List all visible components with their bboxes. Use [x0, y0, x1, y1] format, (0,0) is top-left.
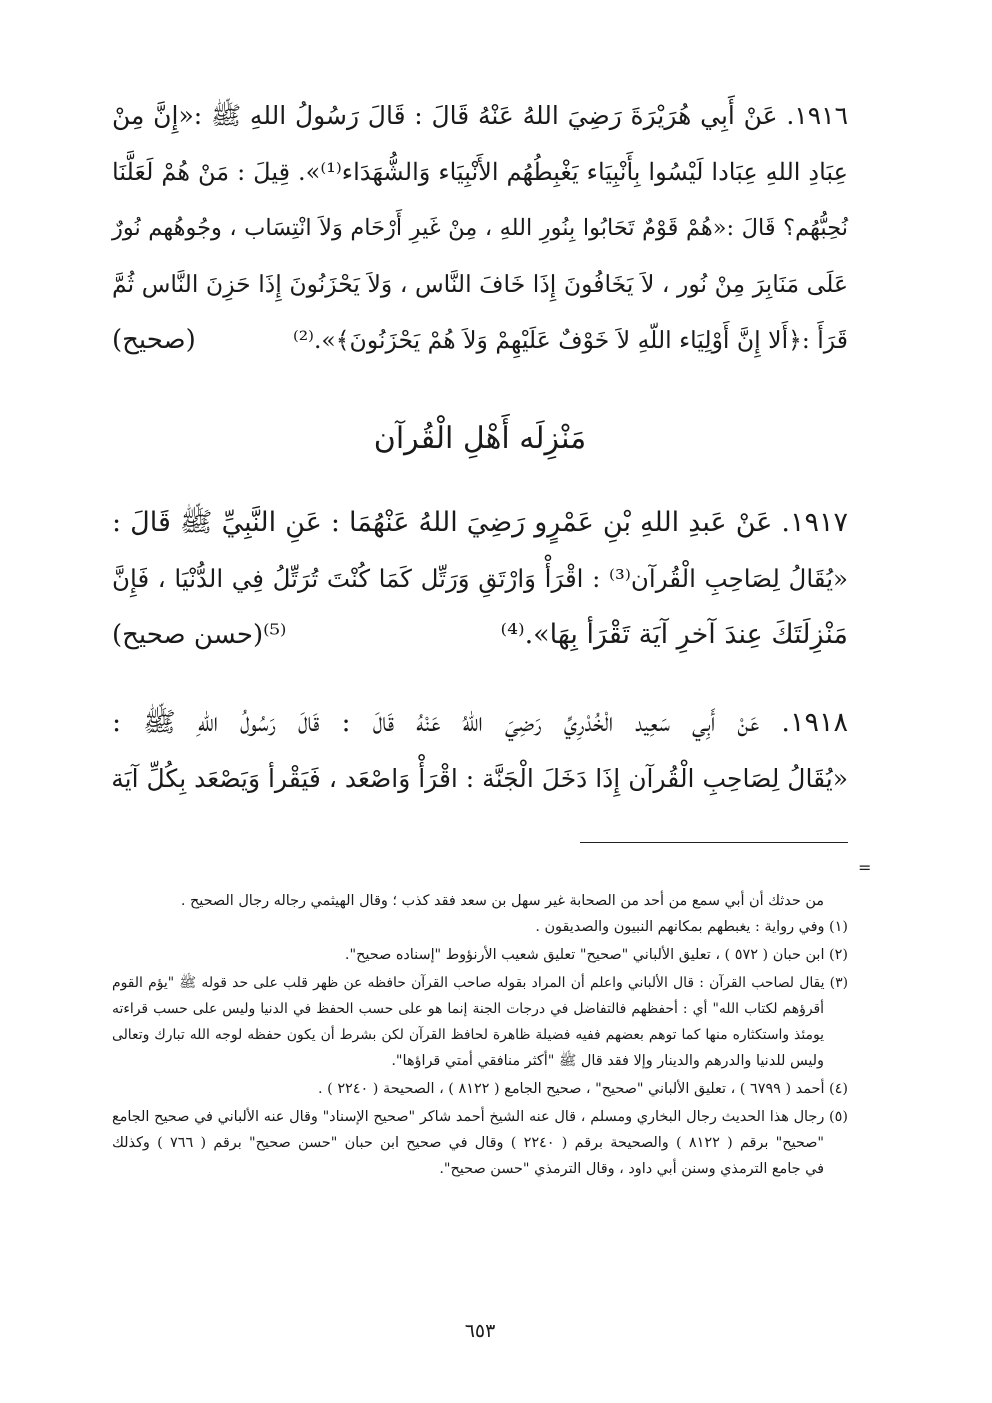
hadith-1917-line-1: ١٩١٧. عَنْ عَبدِ اللهِ بْنِ عَمْرٍو رَضِيَ اللهُ عَنْهُمَا : عَنِ النَّبِيِّ ﷺ قَالَ : [112, 507, 848, 538]
page-number: ٦٥٣ [464, 1320, 496, 1342]
hadith-1916-line-3: نُحِبُّهُم؟ قَالَ :«هُمْ قَوْمٌ تَحَابُوا بِنُورِ اللهِ ، مِنْ غَيرِ أَرْحَام وَلاَ انْتِسَاب ، وجُوهُهم نُورٌ [112, 215, 848, 241]
footnote-5-line-2: "صحيح" برقم ( ٨١٢٢ ) والصحيحة برقم ( ٢٢٤٠ ) وقال في صحيح ابن حبان "حسن صحيح" برقم ( ٧٦٦ ) وكذلك [112, 1135, 824, 1151]
hadith-1916-line-5: قَرَأَ :﴿أَلا إِنَّ أَوْلِيَاء اللّهِ لاَ خَوْفٌ عَلَيْهِمْ وَلاَ هُمْ يَحْزَنُونَ﴾».⁽²⁾ [292, 326, 848, 354]
hadith-1916-grade: (صحيح) [112, 325, 196, 355]
footnote-separator [580, 842, 848, 843]
hadith-1916-line-4: عَلَى مَنَابِرَ مِنْ نُور ، لاَ يَخَافُونَ إِذَا خَافَ النَّاس ، وَلاَ يَحْزَنُونَ إِذَا حَزِنَ النَّاس ثُمَّ [112, 270, 848, 298]
hadith-1917-line-3: مَنْزِلَتَكَ عِندَ آخرِ آيَة تَقْرَأ بِهَا».⁽⁴⁾ [500, 619, 848, 650]
continuation-mark: = [858, 858, 872, 877]
section-title: مَنْزِلَه أَهْلِ الْقُرآن [373, 421, 587, 456]
footnote-3-line-4: وليس للدنيا والدرهم والدينار وإلا فقد قال ﷺ "أكثر منافقي أمتي قراؤها". [391, 1053, 824, 1069]
footnote-5-line-3: في جامع الترمذي وسنن أبي داود ، وقال الترمذي "حسن صحيح". [439, 1161, 824, 1177]
footnote-3-line-1: (٣) يقال لصاحب القرآن : قال الألباني واعلم أن المراد بقوله صاحب القرآن حافظه عن ظهر قلب على حد قوله ﷺ "يؤم القوم [112, 975, 848, 991]
hadith-1916-line-1: ١٩١٦. عَنْ أَبِي هُرَيْرَةَ رَضِيَ اللهُ عَنْهُ قَالَ : قَالَ رَسُولُ اللهِ ﷺ :«إِنَّ مِنْ [112, 101, 848, 130]
hadith-1917-line-2: «يُقَالُ لِصَاحِبِ الْقُرآن⁽³⁾ : اقْرَأْ وَارْتَقِ وَرَتِّل كَمَا كُنْتَ تُرَتِّلُ فِي الدُّنْيَا ، فَإِنَّ [112, 564, 848, 593]
footnote-1: (١) وفي رواية : يغبطهم بمكانهم النبيون والصديقون . [535, 919, 848, 935]
footnote-3-line-2: أقرؤهم لكتاب الله" أي : أحفظهم فالتفاضل في درجات الجنة إنما هو على حسب الحفظ في الدنيا وليس على حسب قراءته [112, 1001, 824, 1017]
footnote-continuation: من حدثك أن أبي سمع من أحد من الصحابة غير سهل بن سعد فقد كذب ؛ وقال الهيثمي رجاله رجال الصحيح . [180, 893, 824, 909]
footnote-3-line-3: يومئذ واستكثاره منها كما توهم بعضهم ففيه فضيلة ظاهرة لحافظ القرآن لكن بشرط أن يكون حفظه لوجه الله تبارك وتعالى [112, 1027, 824, 1043]
hadith-1916-line-2: عِبَادِ اللهِ عِبَادا لَيْسُوا بِأَنْبِيَاء يَغْبِطُهُم الأَنْبِيَاء وَالشُّهَدَاء⁽¹⁾». قِيلَ : مَنْ هُمْ لَعَلَّنَا [112, 158, 848, 186]
footnote-5-line-1: (٥) رجال هذا الحديث رجال البخاري ومسلم ، قال عنه الشيخ أحمد شاكر "صحيح الإسناد" وقال عنه الألباني في صحيح الجامع [112, 1109, 848, 1125]
hadith-1917-grade: ⁽⁵⁾(حسن صحيح) [112, 620, 287, 650]
hadith-1918-line-2: «يُقَالُ لِصَاحِبِ الْقُرآن إِذَا دَخَلَ الْجَنَّة : اقْرَأْ وَاصْعَد ، فَيَقْرأ وَيَصْعَد بِكُلِّ آيَة [111, 764, 848, 793]
footnote-4: (٤) أحمد ( ٦٧٩٩ ) ، تعليق الألباني "صحيح" ، صحيح الجامع ( ٨١٢٢ ) ، الصحيحة ( ٢٢٤٠ ) . [317, 1081, 848, 1097]
hadith-1918-line-1: ١٩١٨. عَنْ أَبِي سَعِيد الْخُدْرِيِّ رَضِيَ اللهُ عَنْهُ قَالَ : قَالَ رَسُولُ اللهِ ﷺ : [112, 707, 848, 738]
footnote-2: (٢) ابن حبان ( ٥٧٢ ) ، تعليق الألباني "صحيح" تعليق شعيب الأرنؤوط "إسناده صحيح". [344, 947, 848, 963]
